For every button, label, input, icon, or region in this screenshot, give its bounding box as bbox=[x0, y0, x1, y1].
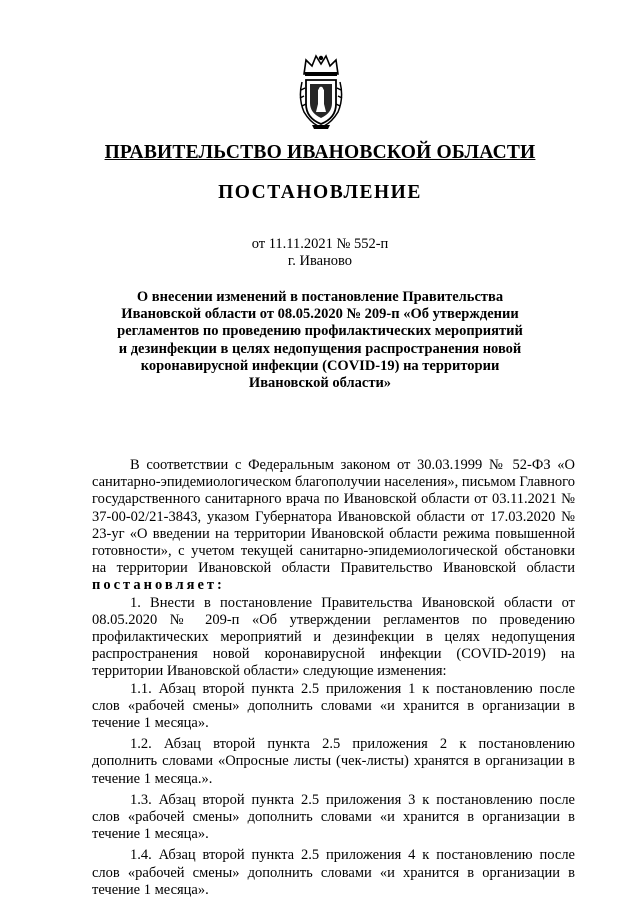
document-body bbox=[92, 457, 575, 899]
preamble-text: В соответствии с Федеральным законом от 30.03.1999 № 52-ФЗ «О санитарно-эпидемиологическом благополучии населения», письмом Главного государственного санитарного врача по Ивановской области от 03.11.2021 № 37-00-02/21-3843, указом Губернатора Ивановской области от 17.03.2020 № 23-уг «О введении на территории Ивановской области режима повышенной готовности», с учетом текущей санитарно-эпидемиологической обстановки на территории Ивановской области Правительство Ивановской области bbox=[92, 457, 576, 577]
coat-of-arms-icon bbox=[298, 52, 344, 130]
subject-line: коронавирусной инфекции (COVID-19) на территории bbox=[140, 357, 500, 374]
subject-line: регламентов по проведению профилактических мероприятий bbox=[117, 323, 523, 340]
document-subject bbox=[112, 289, 528, 392]
subject-line: и дезинфекции в целях недопущения распространения новой bbox=[118, 340, 522, 357]
date-number: от 11.11.2021 № 552-п bbox=[251, 236, 389, 252]
subject-line: Ивановской области от 08.05.2020 № 209-п «Об утверждении bbox=[121, 306, 519, 323]
city: г. Иваново bbox=[287, 253, 353, 269]
document-meta bbox=[0, 236, 640, 270]
item-paragraph: 1.1. Абзац второй пункта 2.5 приложения 1 к постановлению после слов «рабочей смены» дополнить словами «и хранится в организации в течение 1 месяца». bbox=[92, 680, 575, 732]
subject-line: Ивановской области» bbox=[248, 375, 392, 392]
item-paragraph: 1.4. Абзац второй пункта 2.5 приложения 4 к постановлению после слов «рабочей смены» дополнить словами «и хранится в организации в течение 1 месяца». bbox=[92, 847, 575, 898]
decree-word: постановляет: bbox=[92, 577, 225, 594]
item-paragraph: 1.2. Абзац второй пункта 2.5 приложения 2 к постановлению дополнить словами «Опросные листы (чек-листы) хранятся в организации в течение 1 месяца.». bbox=[92, 736, 575, 787]
item-paragraph: 1.3. Абзац второй пункта 2.5 приложения 3 к постановлению после слов «рабочей смены» дополнить словами «и хранится в организации в течение 1 месяца». bbox=[92, 791, 575, 843]
document-type: ПОСТАНОВЛЕНИЕ bbox=[218, 182, 422, 203]
subject-line: О внесении изменений в постановление Правительства bbox=[136, 289, 504, 305]
government-title: ПРАВИТЕЛЬСТВО ИВАНОВСКОЙ ОБЛАСТИ bbox=[104, 142, 536, 163]
item-paragraph: 1. Внести в постановление Правительства Ивановской области от 08.05.2020 № 209-п «Об утверждении регламентов по проведению профилактических мероприятий и дезинфекции в целях недопущения распространения новой коронавирусной инфекции (COVID-2019) на территории Ивановской области» следующие изменения: bbox=[92, 594, 575, 680]
preamble-paragraph bbox=[92, 457, 575, 595]
